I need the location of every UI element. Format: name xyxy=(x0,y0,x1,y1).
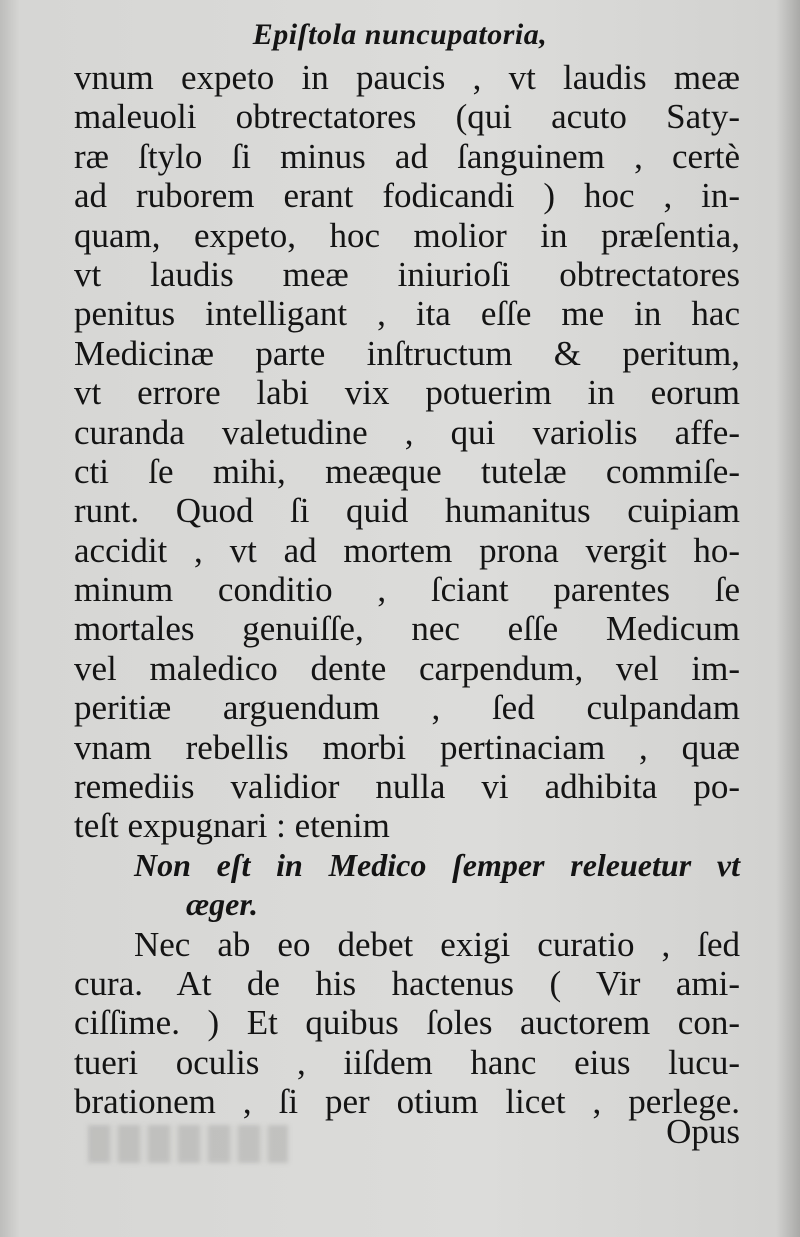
text-line: maleuoli obtrectatores (qui acuto Saty- xyxy=(74,97,740,137)
text-line: vnum expeto in paucis , vt laudis meæ xyxy=(74,58,740,97)
text-line: cura. At de his hactenus ( Vir ami- xyxy=(74,963,740,1003)
text-line: vel maledico dente carpendum, vel im- xyxy=(74,648,740,688)
text-line: tueri oculis , iiſdem hanc eius lucu- xyxy=(74,1042,740,1082)
text-line: vt laudis meæ iniurioſi obtrectatores xyxy=(74,254,740,294)
text-line: accidit , vt ad mortem prona vergit ho- xyxy=(74,530,740,570)
ink-bleed-through xyxy=(88,1125,288,1163)
text-line: quam, expeto, hoc molior in præſentia, xyxy=(74,215,740,255)
text-line: Nec ab eo debet exigi curatio , ſed xyxy=(134,924,740,964)
text-line: brationem , ſi per otium licet , perlege. xyxy=(74,1082,740,1122)
text-line: vnam rebellis morbi pertinaciam , quæ xyxy=(74,727,740,767)
running-header: Epiſtola nuncupatoria, xyxy=(252,18,548,51)
text-line: penitus intelligant , ita eſſe me in hac xyxy=(74,294,740,334)
text-line: æger. xyxy=(186,886,258,923)
text-line: Non eſt in Medico ſemper releuetur vt xyxy=(134,846,740,883)
text-line: ræ ſtylo ſi minus ad ſanguinem , certè xyxy=(74,136,740,176)
text-line: ad ruborem erant fodicandi ) hoc , in- xyxy=(74,176,740,216)
text-line: mortales genuiſſe, nec eſſe Medicum xyxy=(74,609,740,649)
text-line: ciſſime. ) Et quibus ſoles auctorem con- xyxy=(74,1003,740,1043)
text-line: cti ſe mihi, meæque tutelæ commiſe- xyxy=(74,451,740,491)
text-line: Medicinæ parte inſtructum & peritum, xyxy=(74,333,740,373)
text-line: minum conditio , ſciant parentes ſe xyxy=(74,570,740,610)
text-line: runt. Quod ſi quid humanitus cuipiam xyxy=(74,491,740,531)
text-line: curanda valetudine , qui variolis affe- xyxy=(74,412,740,452)
text-line: teſt expugnari : etenim xyxy=(74,806,390,846)
text-line: remediis validior nulla vi adhibita po- xyxy=(74,767,740,807)
catchword: Opus xyxy=(666,1112,740,1151)
text-line: peritiæ arguendum , ſed culpandam xyxy=(74,688,740,728)
body-text xyxy=(74,58,740,1122)
text-line: vt errore labi vix potuerim in eorum xyxy=(74,373,740,413)
